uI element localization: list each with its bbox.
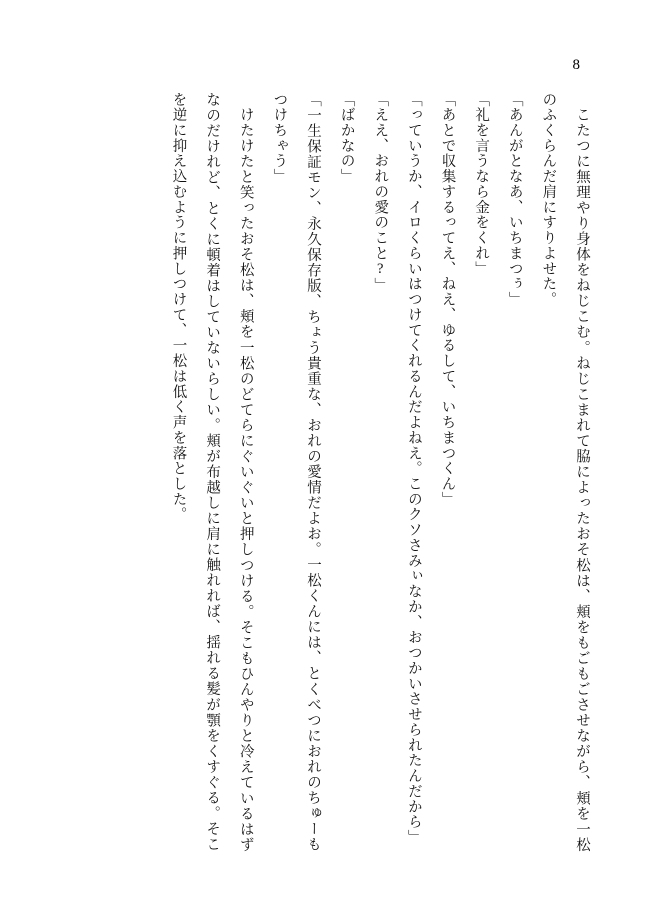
paragraph: 「っていうか、イロくらいはつけてくれるんだよねえ。このクソさみぃなか、おつかいさせられたんだから」 — [405, 92, 422, 846]
paragraph: 「ばかなの」 — [338, 92, 355, 185]
paragraph: 「あとで収集するってえ、ねえ、ゆるして、いちまつくん」 — [439, 92, 456, 507]
paragraph: 「礼を言うなら金をくれ」 — [473, 92, 490, 277]
paragraph: 「あんがとなあ、いちまつぅ」 — [506, 92, 523, 308]
paragraph: けたけたと笑ったおそ松は、頬を一松のどてらにぐいぐいと押しつける。そこもひんやりと冷えているはずなのだけれど、とくに頓着はしていないらしい。頬が布越しに肩に触れれば、揺れる髪が顎をくすぐる。そこを逆に抑え込むように押しつけて、一松は低く声を落とした。 — [170, 92, 254, 852]
paragraph: こたつに無理やり身体をねじこむ。ねじこまれて脇によったおそ松は、頬をもごもごさせながら、頬を一松のふくらんだ肩にすりよせた。 — [540, 92, 590, 852]
page-body-text — [161, 92, 598, 852]
paragraph: 「一生保証モン、永久保存版、ちょう貴重な、おれの愛情だよお。一松くんには、とくべつにおれのちゅーもつけちゃう」 — [271, 92, 321, 852]
page-number: 8 — [572, 57, 580, 73]
paragraph: 「ええ、おれの愛のこと?」 — [372, 92, 389, 294]
